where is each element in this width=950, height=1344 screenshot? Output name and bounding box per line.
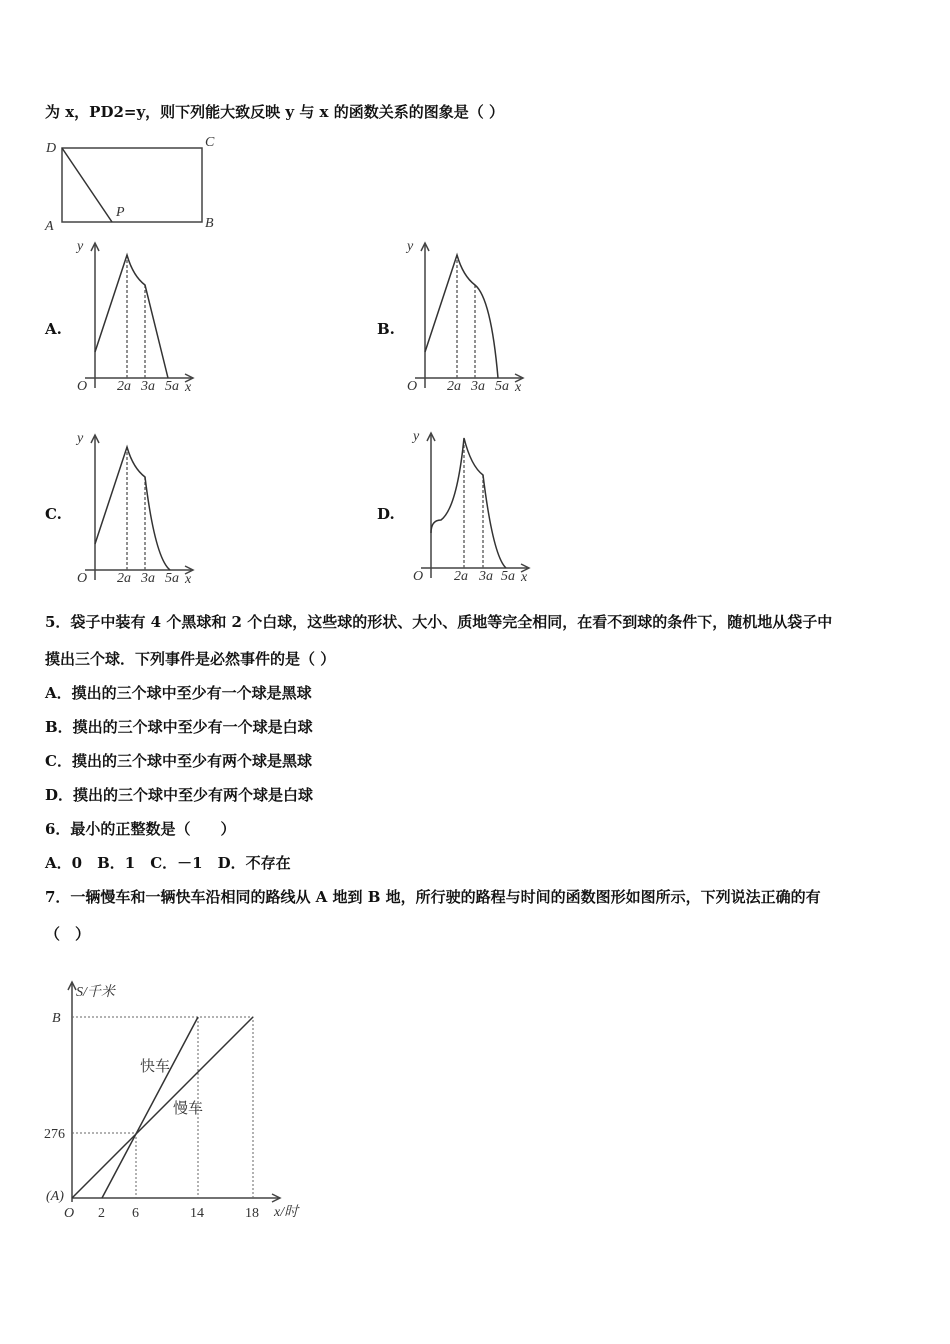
option-d-label[interactable]: D. <box>377 505 395 523</box>
y-tick-b: B <box>52 1011 61 1026</box>
x-label: x <box>185 380 192 395</box>
origin-label: O <box>413 569 424 584</box>
tick-5a: 5a <box>165 379 179 394</box>
q7-stem-line2: （ ） <box>45 925 91 943</box>
tick-3a: 3a <box>479 569 493 584</box>
origin-label: O <box>77 379 88 394</box>
q5-stem-line2: 摸出三个球．下列事件是必然事件的是（ ） <box>45 650 336 668</box>
q5-option-d[interactable]: D．摸出的三个球中至少有两个球是白球 <box>45 786 314 804</box>
y-label: y <box>407 239 414 254</box>
option-b-label[interactable]: B. <box>377 320 395 338</box>
label-p: P <box>116 205 125 220</box>
origin-label: O <box>407 379 418 394</box>
tick-2a: 2a <box>117 379 131 394</box>
distance-time-figure <box>40 970 310 1230</box>
y-label: y <box>77 239 84 254</box>
tick-3a: 3a <box>141 571 155 586</box>
function-curve <box>431 438 506 568</box>
y-axis-label: S/千米 <box>76 985 115 1000</box>
tick-3a: 3a <box>141 379 155 394</box>
q5-option-c[interactable]: C．摸出的三个球中至少有两个球是黑球 <box>45 752 312 770</box>
q6-options[interactable]: A．0 B．1 C．－1 D．不存在 <box>45 854 291 872</box>
x-axis-label: x/时 <box>274 1205 299 1220</box>
q5-option-a[interactable]: A．摸出的三个球中至少有一个球是黑球 <box>45 684 312 702</box>
x-label: x <box>521 570 528 585</box>
origin-note-a: (A) <box>46 1189 64 1204</box>
segment-pd <box>62 148 112 222</box>
origin-label: O <box>77 571 88 586</box>
origin-label: O <box>64 1206 75 1221</box>
graph-option-c[interactable] <box>75 430 215 590</box>
option-a-label[interactable]: A. <box>45 320 62 338</box>
label-d: D <box>46 141 57 156</box>
slow-car-line <box>72 1017 253 1198</box>
y-tick-276: 276 <box>44 1127 65 1142</box>
rectangle-figure <box>40 130 230 240</box>
graph-option-a[interactable] <box>75 238 215 398</box>
tick-5a: 5a <box>501 569 515 584</box>
tick-5a: 5a <box>495 379 509 394</box>
q5-stem-line1: 5．袋子中装有 4 个黑球和 2 个白球，这些球的形状、大小、质地等完全相同，在看不到球的条件下，随机地从袋子中 <box>45 613 833 631</box>
label-c: C <box>205 135 215 150</box>
x-tick-2: 2 <box>98 1206 105 1221</box>
y-label: y <box>413 429 420 444</box>
option-c-label[interactable]: C. <box>45 505 62 523</box>
tick-2a: 2a <box>454 569 468 584</box>
label-b: B <box>205 216 214 231</box>
q4-stem: 为 x，PD2=y，则下列能大致反映 y 与 x 的函数关系的图象是（ ） <box>45 103 504 121</box>
x-tick-18: 18 <box>245 1206 259 1221</box>
slow-car-label: 慢车 <box>173 1099 204 1117</box>
rectangle-abcd <box>62 148 202 222</box>
tick-2a: 2a <box>447 379 461 394</box>
graph-option-b[interactable] <box>405 238 545 398</box>
function-curve <box>95 447 170 570</box>
x-label: x <box>185 572 192 587</box>
function-curve <box>425 255 498 378</box>
label-a: A <box>45 219 54 234</box>
x-tick-6: 6 <box>132 1206 139 1221</box>
q5-option-b[interactable]: B．摸出的三个球中至少有一个球是白球 <box>45 718 313 736</box>
y-label: y <box>77 431 84 446</box>
q7-stem-line1: 7．一辆慢车和一辆快车沿相同的路线从 A 地到 B 地，所行驶的路程与时间的函数图形如图所示，下列说法正确的有 <box>45 888 821 906</box>
graph-option-d[interactable] <box>411 428 551 588</box>
x-tick-14: 14 <box>190 1206 204 1221</box>
fast-car-label: 快车 <box>140 1057 171 1075</box>
tick-5a: 5a <box>165 571 179 586</box>
function-curve <box>95 255 168 378</box>
x-label: x <box>515 380 522 395</box>
tick-2a: 2a <box>117 571 131 586</box>
tick-3a: 3a <box>471 379 485 394</box>
q6-stem: 6．最小的正整数是（ ） <box>45 820 236 838</box>
